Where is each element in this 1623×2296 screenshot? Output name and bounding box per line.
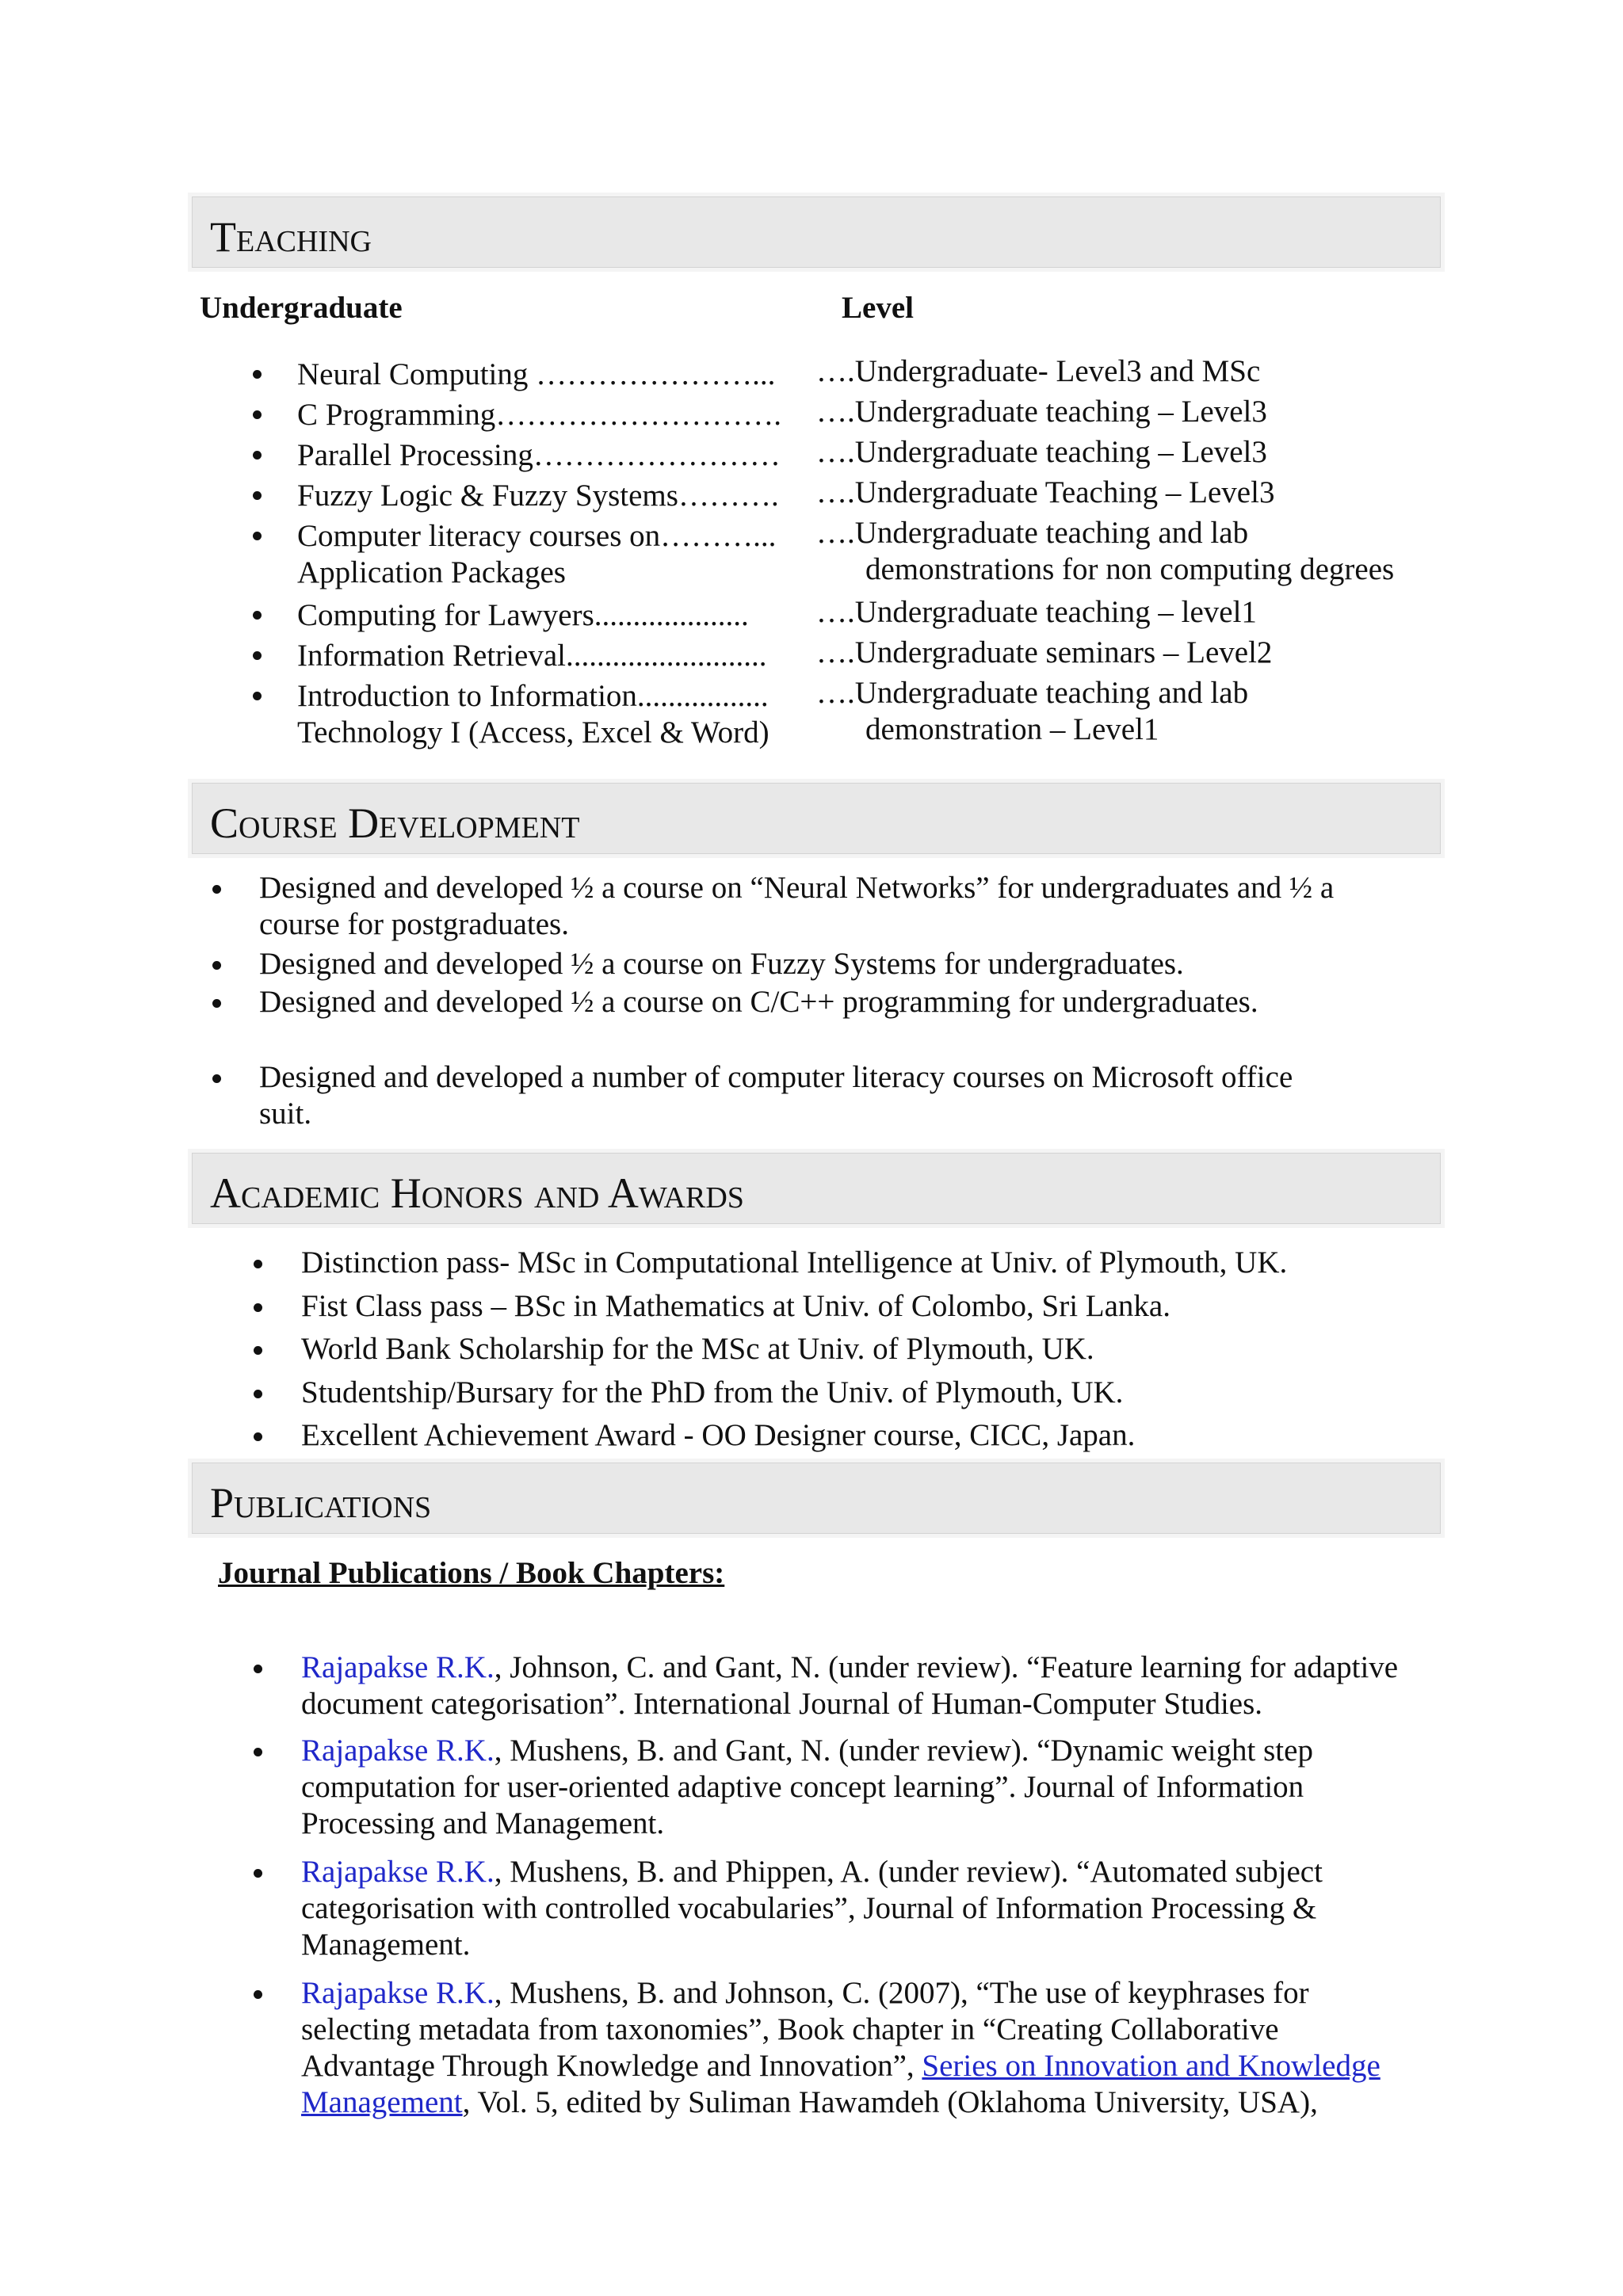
teaching-course: Introduction to Information................. xyxy=(297,679,769,713)
teaching-level: ….Undergraduate teaching – Level3 xyxy=(816,395,1267,429)
list-item: Designed and developed a number of computer literacy courses on Microsoft office xyxy=(259,1060,1293,1094)
series-link-cont[interactable]: Management xyxy=(301,2085,463,2119)
publication-entry-cont: categorisation with controlled vocabularies”, Journal of Information Processing & xyxy=(301,1891,1317,1925)
teaching-level: ….Undergraduate seminars – Level2 xyxy=(816,635,1273,669)
list-item-cont: suit. xyxy=(259,1097,312,1131)
list-item-cont: course for postgraduates. xyxy=(259,907,569,941)
list-item: Studentship/Bursary for the PhD from the Univ. of Plymouth, UK. xyxy=(301,1375,1124,1409)
teaching-course: Computer literacy courses on………... xyxy=(297,519,777,553)
bullet-icon xyxy=(254,1390,262,1398)
list-item: Fist Class pass – BSc in Mathematics at Univ. of Colombo, Sri Lanka. xyxy=(301,1289,1170,1323)
teaching-course: Neural Computing …………………... xyxy=(297,357,776,391)
teaching-level: ….Undergraduate teaching and lab xyxy=(816,676,1249,710)
teaching-course: C Programming………………………. xyxy=(297,398,781,432)
publication-text: Advantage Through Knowledge and Innovation”, xyxy=(301,2049,922,2083)
bullet-icon xyxy=(212,961,221,970)
teaching-level: ….Undergraduate teaching and lab xyxy=(816,516,1249,550)
bullet-icon xyxy=(253,692,262,700)
author-name: Rajapakse R.K. xyxy=(301,1976,495,2010)
list-item: Designed and developed ½ a course on “Neural Networks” for undergraduates and ½ a xyxy=(259,871,1335,905)
publication-entry-cont: selecting metadata from taxonomies”, Book chapter in “Creating Collaborative xyxy=(301,2012,1279,2046)
teaching-course: Fuzzy Logic & Fuzzy Systems………. xyxy=(297,479,779,513)
publication-text: , Vol. 5, edited by Suliman Hawamdeh (Oklahoma University, USA), xyxy=(462,2085,1318,2119)
publication-text: , Mushens, B. and Johnson, C. (2007), “The use of keyphrases for xyxy=(494,1976,1309,2010)
publication-entry-cont: computation for user-oriented adaptive concept learning”. Journal of Information xyxy=(301,1770,1304,1804)
teaching-level: ….Undergraduate teaching – level1 xyxy=(816,595,1257,629)
col-undergraduate-heading: Undergraduate xyxy=(200,291,403,325)
list-item: Designed and developed ½ a course on C/C++ programming for undergraduates. xyxy=(259,985,1258,1019)
publication-entry xyxy=(301,1733,1313,1769)
publication-entry xyxy=(301,1975,1309,2012)
bullet-icon xyxy=(254,1303,262,1312)
honors-title: Academic Honors and Awards xyxy=(210,1169,744,1217)
publication-entry-cont: Management. xyxy=(301,1928,471,1962)
col-level-heading: Level xyxy=(842,291,914,325)
bullet-icon xyxy=(212,885,221,894)
list-item: Excellent Achievement Award - OO Designer course, CICC, Japan. xyxy=(301,1418,1136,1452)
publication-entry-cont xyxy=(301,2048,1381,2084)
author-name: Rajapakse R.K. xyxy=(301,1650,495,1684)
bullet-icon xyxy=(254,1990,262,1999)
bullet-icon xyxy=(253,491,262,500)
publication-entry xyxy=(301,1854,1323,1890)
list-item: Distinction pass- MSc in Computational Intelligence at Univ. of Plymouth, UK. xyxy=(301,1245,1288,1280)
course-development-title: Course Development xyxy=(210,799,580,847)
bullet-icon xyxy=(212,999,221,1008)
author-name: Rajapakse R.K. xyxy=(301,1855,495,1889)
teaching-level: ….Undergraduate- Level3 and MSc xyxy=(816,354,1261,388)
publication-entry-cont: document categorisation”. International Journal of Human-Computer Studies. xyxy=(301,1687,1263,1721)
teaching-level-cont: demonstrations for non computing degrees xyxy=(865,552,1395,586)
list-item: World Bank Scholarship for the MSc at Univ. of Plymouth, UK. xyxy=(301,1332,1094,1366)
bullet-icon xyxy=(254,1869,262,1878)
bullet-icon xyxy=(254,1432,262,1441)
teaching-course-cont: Application Packages xyxy=(297,555,566,589)
publications-title: Publications xyxy=(210,1479,432,1527)
teaching-level: ….Undergraduate teaching – Level3 xyxy=(816,435,1267,469)
publication-entry-cont xyxy=(301,2084,1318,2121)
publication-entry-cont: Processing and Management. xyxy=(301,1806,665,1840)
bullet-icon xyxy=(253,410,262,419)
bullet-icon xyxy=(254,1260,262,1268)
bullet-icon xyxy=(253,370,262,379)
bullet-icon xyxy=(254,1665,262,1673)
bullet-icon xyxy=(253,451,262,460)
publication-text: , Johnson, C. and Gant, N. (under review). “Feature learning for adaptive xyxy=(494,1650,1399,1684)
teaching-course: Computing for Lawyers.................... xyxy=(297,598,749,632)
teaching-course-cont: Technology I (Access, Excel & Word) xyxy=(297,715,769,749)
publication-entry xyxy=(301,1650,1398,1686)
publication-text: , Mushens, B. and Gant, N. (under review). “Dynamic weight step xyxy=(494,1733,1313,1768)
list-item: Designed and developed ½ a course on Fuzzy Systems for undergraduates. xyxy=(259,947,1184,981)
bullet-icon xyxy=(254,1748,262,1756)
honors-section-header xyxy=(192,1153,1441,1224)
bullet-icon xyxy=(253,532,262,540)
publications-section-header xyxy=(192,1463,1441,1534)
bullet-icon xyxy=(253,651,262,660)
bullet-icon xyxy=(254,1346,262,1355)
bullet-icon xyxy=(212,1074,221,1083)
teaching-course: Parallel Processing…………………… xyxy=(297,438,781,472)
teaching-level-cont: demonstration – Level1 xyxy=(865,712,1159,746)
author-name: Rajapakse R.K. xyxy=(301,1733,495,1768)
publication-text: , Mushens, B. and Phippen, A. (under review). “Automated subject xyxy=(494,1855,1323,1889)
course-development-section-header xyxy=(192,783,1441,854)
teaching-level: ….Undergraduate Teaching – Level3 xyxy=(816,475,1275,509)
teaching-section-header xyxy=(192,196,1441,268)
series-link[interactable]: Series on Innovation and Knowledge xyxy=(922,2049,1381,2083)
journal-publications-subheading: Journal Publications / Book Chapters: xyxy=(218,1556,725,1590)
bullet-icon xyxy=(253,611,262,620)
teaching-course: Information Retrieval.......................... xyxy=(297,639,767,673)
teaching-title: Teaching xyxy=(210,213,372,261)
